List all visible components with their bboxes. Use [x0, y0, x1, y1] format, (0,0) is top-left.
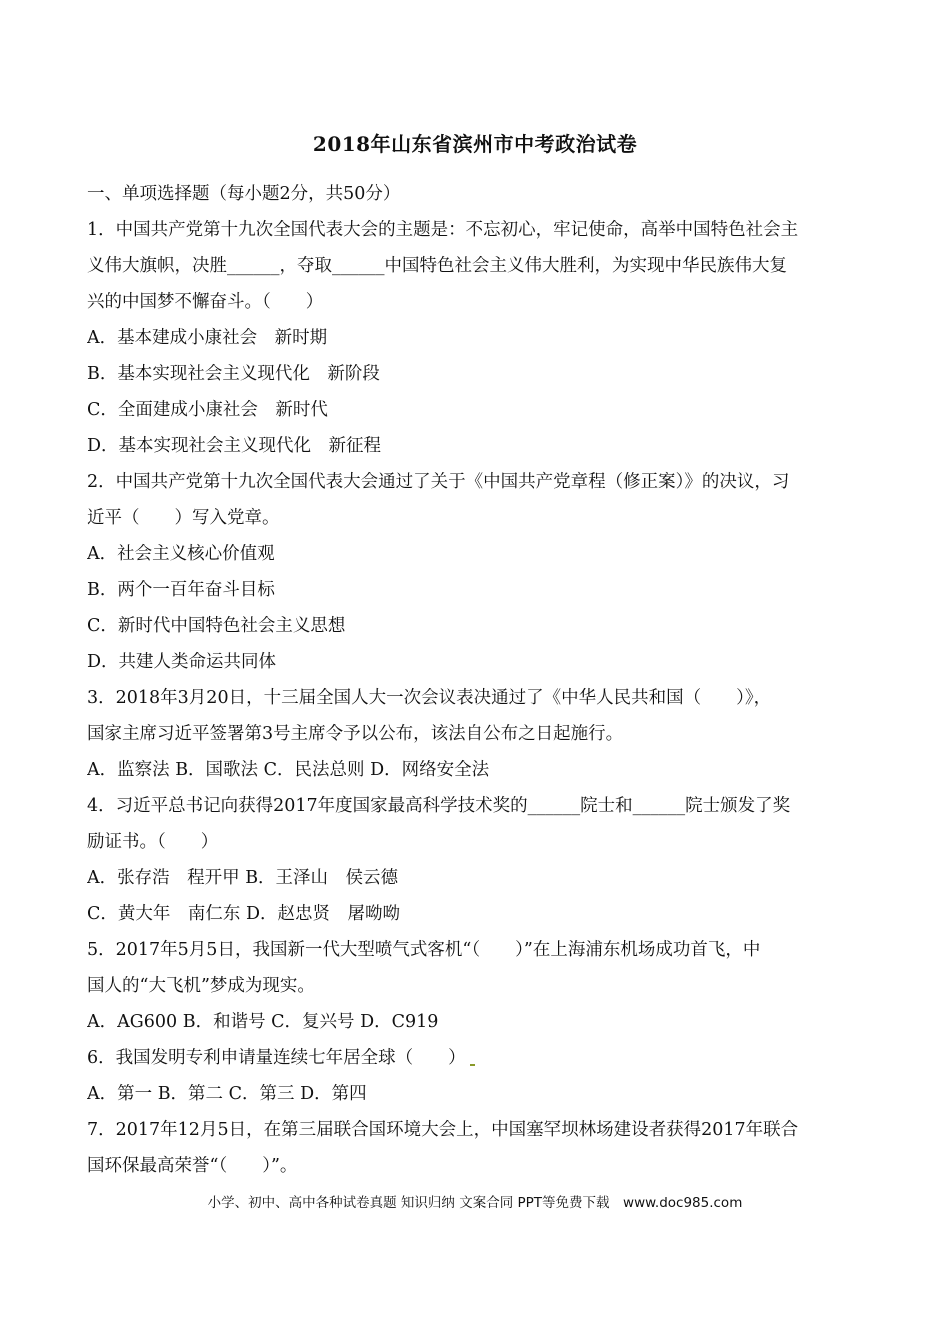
question-2-line-2: 近平（ ）写入党章。: [87, 508, 280, 528]
question-1-line-3: 兴的中国梦不懈奋斗。（ ）: [87, 292, 324, 312]
question-2-line-1: 2．中国共产党第十九次全国代表大会通过了关于《中国共产党章程（修正案）》的决议，习: [87, 472, 790, 492]
question-7-line-1: 7．2017年12月5日，在第三届联合国环境大会上，中国塞罕坝林场建设者获得2017年联合: [87, 1120, 799, 1140]
question-5-options: A．AG600 B．和谐号 C．复兴号 D．C919: [87, 1012, 439, 1032]
question-6-options: A．第一 B．第二 C．第三 D．第四: [87, 1084, 367, 1104]
question-3-line-1: 3．2018年3月20日，十三届全国人大一次会议表决通过了《中华人民共和国（ ）》，: [87, 688, 772, 708]
question-1-option-c: C．全面建成小康社会 新时代: [87, 400, 328, 420]
question-5-line-1: 5．2017年5月5日，我国新一代大型喷气式客机“（ ）”在上海浦东机场成功首飞，中: [87, 940, 761, 960]
question-3-line-2: 国家主席习近平签署第3号主席令予以公布，该法自公布之日起施行。: [87, 724, 624, 744]
edit-mark: [470, 1064, 475, 1066]
question-1-line-1: 1．中国共产党第十九次全国代表大会的主题是：不忘初心，牢记使命，高举中国特色社会主: [87, 220, 799, 240]
question-2-option-b: B．两个一百年奋斗目标: [87, 580, 275, 600]
question-2-option-a: A．社会主义核心价值观: [87, 544, 275, 564]
question-4-options-cd: C．黄大年 南仁东 D．赵忠贤 屠呦呦: [87, 904, 400, 924]
question-1-option-d: D．基本实现社会主义现代化 新征程: [87, 436, 382, 456]
question-1-line-2: 义伟大旗帜，决胜______，夺取______中国特色社会主义伟大胜利，为实现中华民族伟大复: [87, 256, 787, 276]
question-6-text: 6．我国发明专利申请量连续七年居全球（ ）: [87, 1048, 466, 1068]
question-5-line-2: 国人的“大飞机”梦成为现实。: [87, 976, 315, 996]
question-6-line: [87, 1040, 867, 1076]
question-4-options-ab: A．张存浩 程开甲 B．王泽山 侯云德: [87, 868, 399, 888]
question-2-option-c: C．新时代中国特色社会主义思想: [87, 616, 346, 636]
question-7-line-2: 国环保最高荣誉“（ ）”。: [87, 1156, 298, 1176]
question-4-line-1: 4．习近平总书记向获得2017年度国家最高科学技术奖的______院士和______院士颁发了奖: [87, 796, 791, 816]
question-2-option-d: D．共建人类命运共同体: [87, 652, 277, 672]
question-content: [87, 176, 867, 1184]
question-1-option-b: B．基本实现社会主义现代化 新阶段: [87, 364, 380, 384]
section-heading: 一、单项选择题（每小题2分，共50分）: [87, 184, 401, 204]
question-3-options: A．监察法 B．国歌法 C．民法总则 D．网络安全法: [87, 760, 490, 780]
question-4-line-2: 励证书。（ ）: [87, 832, 219, 852]
page-footer: 小学、初中、高中各种试卷真题 知识归纳 文案合同 PPT等免费下载 www.doc985.com: [207, 1195, 743, 1211]
question-1-option-a: A．基本建成小康社会 新时期: [87, 328, 328, 348]
document-title: 2018年山东省滨州市中考政治试卷: [312, 132, 638, 156]
